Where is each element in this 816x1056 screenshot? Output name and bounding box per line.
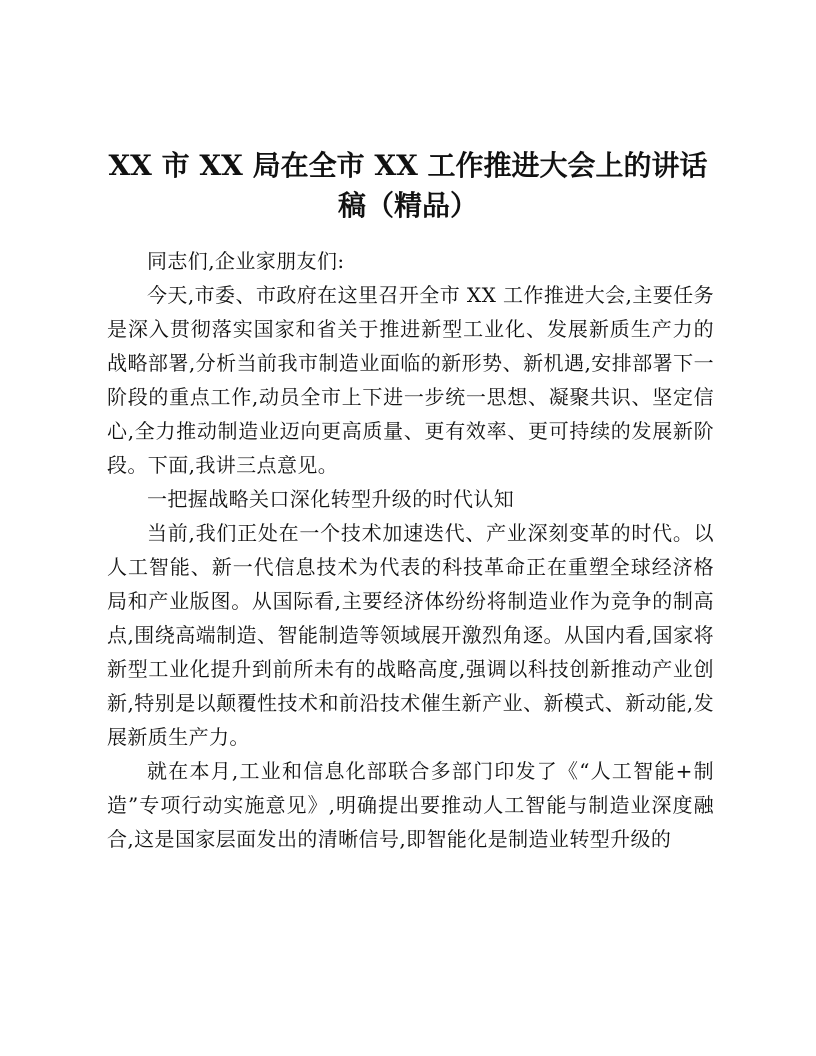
paragraph-policy: 就在本月,工业和信息化部联合多部门印发了《“人工智能+制造”专项行动实施意见》,明确提出要推动人工智能与制造业深度融合,这是国家层面发出的清晰信号,即智能化是制造业转型升级的 [107,759,714,851]
paragraph-salutation: 同志们,企业家朋友们: [147,249,345,273]
document-title: XX 市 XX 局在全市 XX 工作推进大会上的讲话稿（精品） [108,149,708,222]
document-body [107,244,714,856]
paragraph-intro: 今天,市委、市政府在这里召开全市 XX 工作推进大会,主要任务是深入贯彻落实国家和省关于推进新型工业化、发展新质生产力的战略部署,分析当前我市制造业面临的新形势、新机遇,安排部署下一阶段的重点工作,动员全市上下进一步统一思想、凝聚共识、坚定信心,全力推动制造业迈向更高质量、更有效率、更可持续的发展新阶段。下面,我讲三点意见。 [107,283,714,477]
paragraph-current-situation: 当前,我们正处在一个技术加速迭代、产业深刻变革的时代。以人工智能、新一代信息技术为代表的科技革命正在重塑全球经济格局和产业版图。从国际看,主要经济体纷纷将制造业作为竞争的制高点,围绕高端制造、智能制造等领域展开激烈角逐。从国内看,国家将新型工业化提升到前所未有的战略高度,强调以科技创新推动产业创新,特别是以颠覆性技术和前沿技术催生新产业、新模式、新动能,发展新质生产力。 [107,521,714,749]
section-heading-1: 一把握战略关口深化转型升级的时代认知 [147,487,515,511]
